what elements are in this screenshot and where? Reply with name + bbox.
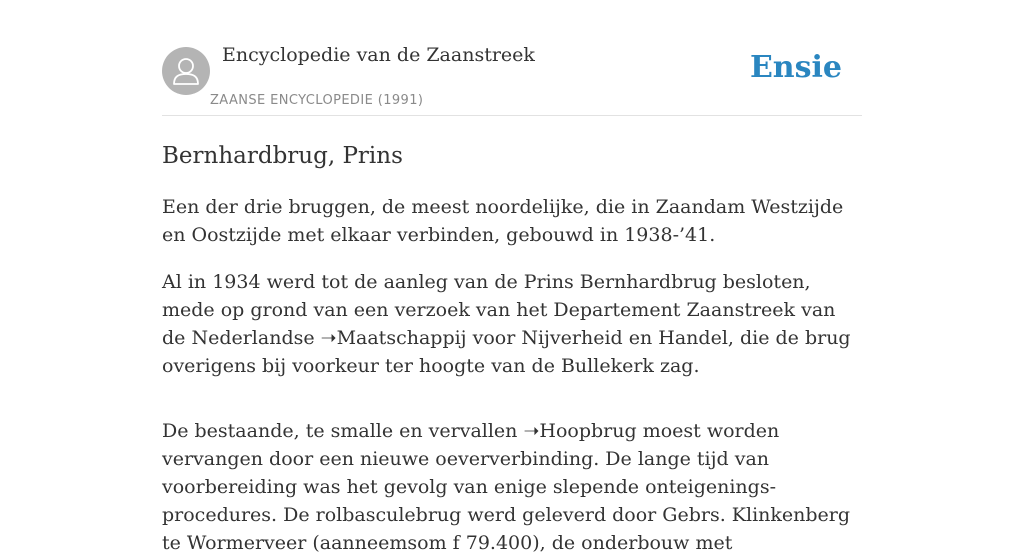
paragraph-text: Een der drie bruggen, de meest noordelijke, die in Zaandam Westzijde en Oostzijde met elkaar verbinden, gebouwd in 1938-’41.: [162, 196, 844, 246]
source-title[interactable]: Encyclopedie van de Zaanstreek: [222, 44, 535, 66]
paragraph-intro: [162, 193, 862, 249]
paragraph-text: , die de brug overigens bij voorkeur ter hoogte van de Bullekerk zag.: [162, 327, 851, 377]
entry-body: [162, 193, 862, 557]
xref-link-hoopbrug[interactable]: ➝Hoopbrug: [523, 420, 637, 442]
source-avatar[interactable]: [162, 47, 210, 95]
paragraph-history: [162, 268, 862, 380]
paragraph-construction: [162, 417, 862, 557]
paragraph-text: Al in 1934 werd tot de aanleg van de Prins Bernhardbrug besloten, mede op grond van een verzoek van het Departement Zaanstreek van de Nederlandse: [162, 271, 836, 349]
article-page: [162, 0, 862, 554]
ensie-logo[interactable]: Ensie: [749, 50, 842, 85]
source-header: [162, 0, 862, 116]
paragraph-text: De bestaande, te smalle en vervallen: [162, 420, 524, 442]
user-silhouette-icon: [162, 47, 210, 95]
paragraph-text: moest worden vervangen door een nieuwe oeververbinding. De lange tijd van voorbereiding was het gevolg van enige slepende onteigenings-procedures. De rolbasculebrug werd geleverd door Gebrs. Klinkenberg te Wormerveer (aanneemsom f 79.400), de onderbouw met: [162, 420, 851, 554]
xref-link-maatschappij[interactable]: ➝Maatschappij voor Nijverheid en Handel: [320, 327, 728, 349]
entry-title: Bernhardbrug, Prins: [162, 143, 403, 169]
source-subtitle[interactable]: ZAANSE ENCYCLOPEDIE (1991): [210, 93, 424, 108]
